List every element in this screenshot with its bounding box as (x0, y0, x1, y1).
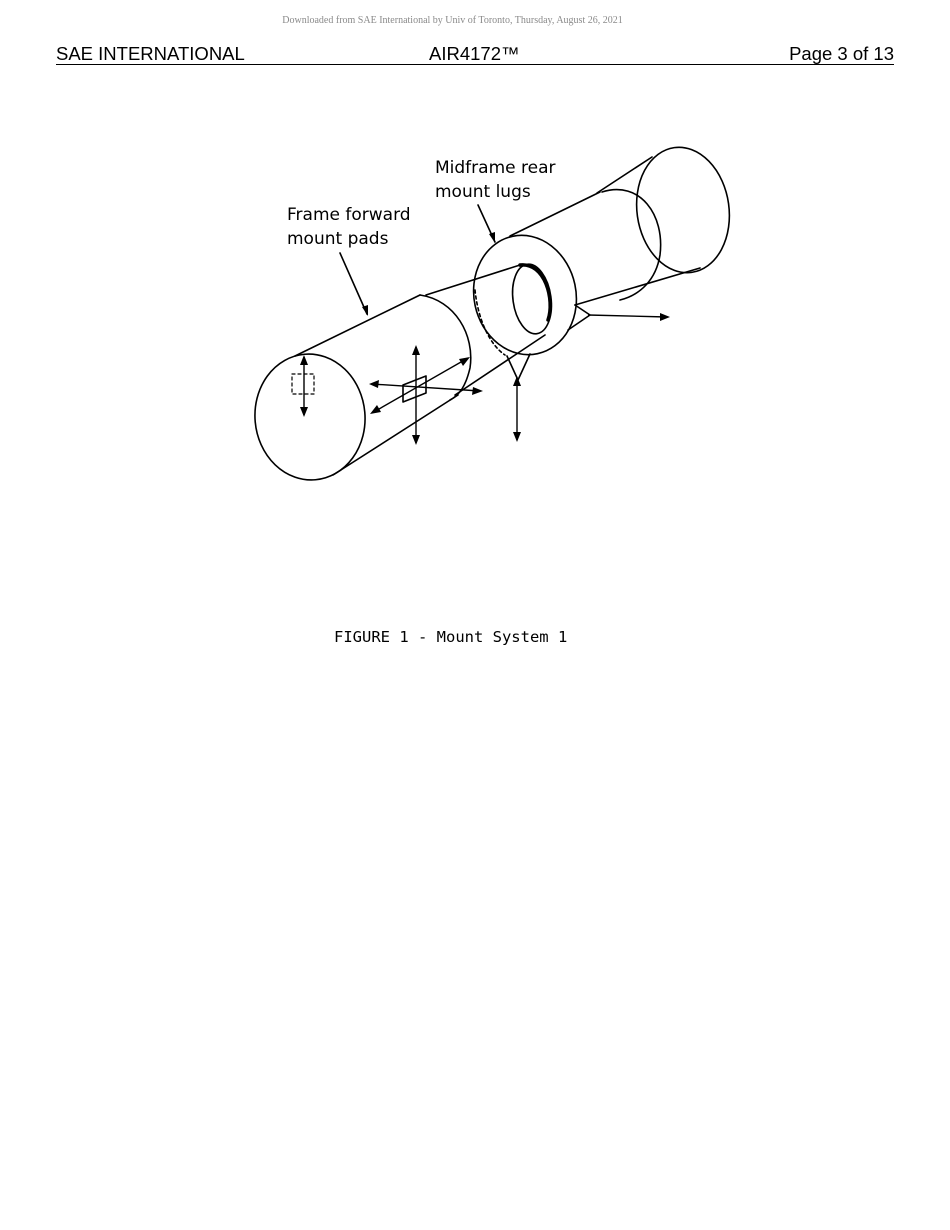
label-midframe-line1: Midframe rear (435, 158, 556, 178)
midframe-ring-outer (463, 226, 588, 365)
engine-mount-diagram (240, 140, 740, 500)
mount-system-figure (240, 140, 740, 500)
label-forward-line1: Frame forward (287, 205, 411, 225)
rear-cylinder-band (602, 190, 661, 300)
shaft-bottom (455, 335, 545, 395)
document-number: AIR4172™ (429, 43, 520, 64)
page-number: Page 3 of 13 (789, 43, 894, 64)
rear-cylinder-body (575, 157, 700, 305)
front-cylinder-band (420, 295, 471, 400)
label-midframe-line2: mount lugs (435, 182, 531, 202)
front-cylinder-bottom (333, 395, 458, 475)
page-header (56, 43, 894, 65)
figure-caption: FIGURE 1 - Mount System 1 (334, 628, 568, 646)
label-forward-line2: mount pads (287, 229, 389, 249)
publisher-name: SAE INTERNATIONAL (56, 43, 245, 64)
front-cylinder-end (250, 349, 371, 484)
front-cylinder-top (295, 295, 420, 356)
download-watermark: Downloaded from SAE International by Univ of Toronto, Thursday, August 26, 2021 (282, 15, 623, 26)
